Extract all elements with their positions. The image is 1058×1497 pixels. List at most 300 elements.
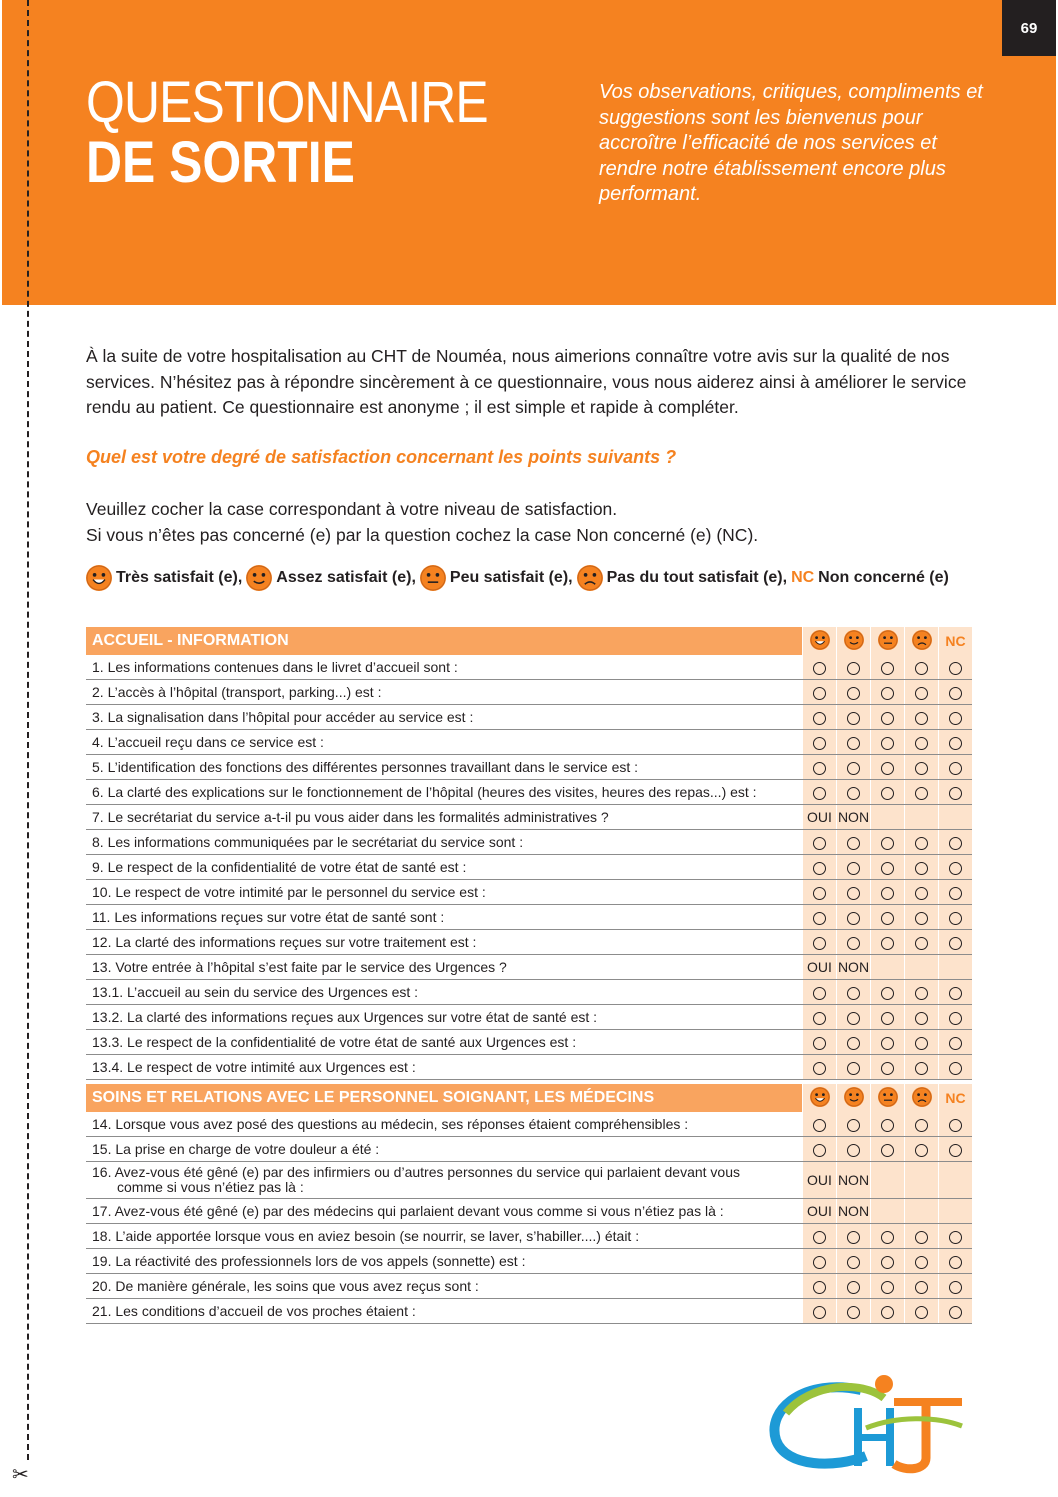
question-label: 10. Le respect de votre intimité par le personnel du service est :: [92, 884, 486, 900]
section-title: SOINS ET RELATIONS AVEC LE PERSONNEL SOIGNANT, LES MÉDECINS: [86, 1084, 803, 1112]
body-intro: À la suite de votre hospitalisation au CHT de Nouméa, nous aimerions connaître votre avis sur la qualité de nos services. N’hésitez pas à répondre sincèrement à ce questionnaire, vous nous aiderez ainsi à améliorer le service rendu au patient. Ce questionnaire est anonyme ; il est simple et rapide à compléter.: [86, 346, 967, 417]
question-row: [86, 1224, 972, 1249]
fairly-answer-cell: [837, 1030, 871, 1055]
question-label: 3. La signalisation dans l’hôpital pour accéder au service est :: [92, 709, 474, 725]
fairly-answer-cell: [837, 1224, 871, 1249]
little-radio[interactable]: [881, 862, 894, 875]
very-radio[interactable]: [813, 662, 826, 675]
very-radio[interactable]: [813, 887, 826, 900]
not-answer-cell: [905, 1030, 939, 1055]
nc-radio[interactable]: [949, 1062, 962, 1075]
not-radio[interactable]: [915, 937, 928, 950]
fairly-answer-cell: [837, 1005, 871, 1030]
legend-fairly-satisfied: Assez satisfait (e),: [276, 569, 416, 586]
nc-radio[interactable]: [949, 1306, 962, 1319]
very-answer-cell: [803, 1299, 837, 1324]
fairly-radio[interactable]: [847, 1231, 860, 1244]
very-radio[interactable]: [813, 787, 826, 800]
question-text: [86, 1055, 803, 1080]
fairly-radio[interactable]: [847, 1037, 860, 1050]
little-radio[interactable]: [881, 1144, 894, 1157]
nc-answer-cell: [939, 855, 973, 880]
non-option[interactable]: NON: [837, 805, 871, 830]
not-radio[interactable]: [915, 762, 928, 775]
little-answer-cell: [871, 755, 905, 780]
question-label: 15. La prise en charge de votre douleur a été :: [92, 1141, 380, 1157]
nc-radio[interactable]: [949, 862, 962, 875]
very-satisfied-face-icon: [810, 630, 830, 650]
nc-radio[interactable]: [949, 887, 962, 900]
nc-radio[interactable]: [949, 987, 962, 1000]
empty-cell: [905, 955, 939, 980]
fairly-radio[interactable]: [847, 1062, 860, 1075]
nc-radio[interactable]: [949, 737, 962, 750]
not-radio[interactable]: [915, 1306, 928, 1319]
oui-option[interactable]: OUI: [803, 1199, 837, 1224]
little-satisfied-column-header: [871, 627, 905, 655]
little-answer-cell: [871, 855, 905, 880]
fairly-radio[interactable]: [847, 887, 860, 900]
little-radio[interactable]: [881, 987, 894, 1000]
question-label: 21. Les conditions d’accueil de vos proches étaient :: [92, 1303, 416, 1319]
fairly-radio[interactable]: [847, 987, 860, 1000]
not-radio[interactable]: [915, 737, 928, 750]
fairly-answer-cell: [837, 1274, 871, 1299]
very-answer-cell: [803, 1005, 837, 1030]
very-radio[interactable]: [813, 1281, 826, 1294]
nc-radio[interactable]: [949, 1119, 962, 1132]
nc-radio[interactable]: [949, 1012, 962, 1025]
nc-answer-cell: [939, 705, 973, 730]
little-radio[interactable]: [881, 912, 894, 925]
not-answer-cell: [905, 830, 939, 855]
not-radio[interactable]: [915, 862, 928, 875]
not-answer-cell: [905, 1274, 939, 1299]
little-answer-cell: [871, 905, 905, 930]
question-label: 13.2. La clarté des informations reçues aux Urgences sur votre état de santé est :: [92, 1009, 598, 1025]
question-text: [86, 1299, 803, 1324]
very-radio[interactable]: [813, 687, 826, 700]
section-title: ACCUEIL - INFORMATION: [86, 627, 803, 655]
little-answer-cell: [871, 1137, 905, 1162]
section-soins-table: [86, 1084, 972, 1324]
fairly-answer-cell: [837, 880, 871, 905]
scissors-icon: ✂: [12, 1464, 29, 1486]
legend-very-satisfied: Très satisfait (e),: [116, 569, 243, 586]
oui-option[interactable]: OUI: [803, 805, 837, 830]
nc-radio[interactable]: [949, 762, 962, 775]
question-text: [86, 680, 803, 705]
fairly-radio[interactable]: [847, 837, 860, 850]
nc-answer-cell: [939, 1055, 973, 1080]
question-text: [86, 955, 803, 980]
not-radio[interactable]: [915, 1256, 928, 1269]
title-line-2: DE SORTIE: [86, 130, 355, 195]
legend-not-satisfied: Pas du tout satisfait (e),: [606, 569, 788, 586]
very-radio[interactable]: [813, 737, 826, 750]
fairly-answer-cell: [837, 1137, 871, 1162]
question-text: [86, 1005, 803, 1030]
question-label: 5. L’identification des fonctions des différentes personnes travaillant dans le service est :: [92, 759, 639, 775]
very-radio[interactable]: [813, 1119, 826, 1132]
question-row: [86, 755, 972, 780]
very-answer-cell: [803, 755, 837, 780]
nc-answer-cell: [939, 680, 973, 705]
question-text: [86, 980, 803, 1005]
question-row: [86, 1299, 972, 1324]
not-satisfied-face-icon: [577, 565, 603, 591]
legend-little-satisfied: Peu satisfait (e),: [449, 569, 573, 586]
little-answer-cell: [871, 705, 905, 730]
very-satisfied-column-header: [803, 627, 837, 655]
question-label: 13.1. L’accueil au sein du service des Urgences est :: [92, 984, 419, 1000]
little-answer-cell: [871, 1224, 905, 1249]
fairly-answer-cell: [837, 1055, 871, 1080]
legend-nc-code: NC: [791, 569, 815, 586]
very-radio[interactable]: [813, 1012, 826, 1025]
question-label: 12. La clarté des informations reçues sur votre traitement est :: [92, 934, 477, 950]
question-text: [86, 1137, 803, 1162]
very-radio[interactable]: [813, 1144, 826, 1157]
empty-cell: [905, 1199, 939, 1224]
little-radio[interactable]: [881, 1012, 894, 1025]
fairly-radio[interactable]: [847, 1144, 860, 1157]
fairly-radio[interactable]: [847, 787, 860, 800]
little-radio[interactable]: [881, 1256, 894, 1269]
nc-column-header: NC: [939, 1084, 973, 1112]
very-satisfied-column-header: [803, 1084, 837, 1112]
fairly-radio[interactable]: [847, 1256, 860, 1269]
little-answer-cell: [871, 1112, 905, 1137]
fairly-radio[interactable]: [847, 862, 860, 875]
cut-line: [27, 0, 29, 1460]
fairly-answer-cell: [837, 980, 871, 1005]
nc-radio[interactable]: [949, 1037, 962, 1050]
question-label: 13.4. Le respect de votre intimité aux Urgences est :: [92, 1059, 416, 1075]
question-text: [86, 1112, 803, 1137]
not-answer-cell: [905, 1137, 939, 1162]
question-text: [86, 855, 803, 880]
not-answer-cell: [905, 880, 939, 905]
very-radio[interactable]: [813, 1256, 826, 1269]
question-row: [86, 880, 972, 905]
little-radio[interactable]: [881, 887, 894, 900]
not-radio[interactable]: [915, 837, 928, 850]
fairly-answer-cell: [837, 905, 871, 930]
not-answer-cell: [905, 1005, 939, 1030]
question-text: [86, 930, 803, 955]
not-radio[interactable]: [915, 912, 928, 925]
question-label: 8. Les informations communiquées par le secrétariat du service sont :: [92, 834, 524, 850]
little-answer-cell: [871, 1274, 905, 1299]
question-label: 14. Lorsque vous avez posé des questions au médecin, ses réponses étaient compréhensibles :: [92, 1116, 689, 1132]
fairly-answer-cell: [837, 930, 871, 955]
little-answer-cell: [871, 980, 905, 1005]
little-answer-cell: [871, 655, 905, 680]
empty-cell: [871, 805, 905, 830]
empty-cell: [871, 955, 905, 980]
legend-not-concerned: Non concerné (e): [818, 569, 949, 586]
not-answer-cell: [905, 755, 939, 780]
nc-answer-cell: [939, 830, 973, 855]
not-satisfied-face-icon: [912, 1087, 932, 1107]
nc-radio[interactable]: [949, 937, 962, 950]
instructions: [86, 497, 758, 548]
very-radio[interactable]: [813, 912, 826, 925]
little-radio[interactable]: [881, 1306, 894, 1319]
section-header-row: [86, 1084, 972, 1112]
question-label: 4. L’accueil reçu dans ce service est :: [92, 734, 324, 750]
fairly-answer-cell: [837, 780, 871, 805]
fairly-radio[interactable]: [847, 937, 860, 950]
very-answer-cell: [803, 730, 837, 755]
question-text: [86, 805, 803, 830]
very-radio[interactable]: [813, 937, 826, 950]
nc-answer-cell: [939, 1005, 973, 1030]
very-radio[interactable]: [813, 987, 826, 1000]
question-row: [86, 780, 972, 805]
not-radio[interactable]: [915, 1231, 928, 1244]
empty-cell: [939, 955, 973, 980]
question-row: [86, 1274, 972, 1299]
little-answer-cell: [871, 930, 905, 955]
nc-radio[interactable]: [949, 1144, 962, 1157]
not-answer-cell: [905, 680, 939, 705]
non-option[interactable]: NON: [837, 1162, 871, 1199]
very-answer-cell: [803, 980, 837, 1005]
question-label-continued: comme si vous n’étiez pas là :: [117, 1179, 304, 1195]
question-text: [86, 830, 803, 855]
nc-radio[interactable]: [949, 687, 962, 700]
little-answer-cell: [871, 1055, 905, 1080]
very-satisfied-face-icon: [86, 565, 112, 591]
not-radio[interactable]: [915, 1012, 928, 1025]
question-text: [86, 755, 803, 780]
empty-cell: [871, 1162, 905, 1199]
oui-option[interactable]: OUI: [803, 955, 837, 980]
nc-answer-cell: [939, 1030, 973, 1055]
not-radio[interactable]: [915, 687, 928, 700]
not-answer-cell: [905, 930, 939, 955]
not-radio[interactable]: [915, 987, 928, 1000]
header-intro: Vos observations, critiques, compliments et suggestions sont les bienvenus pour accroître l’efficacité de nos services et rendre notre établissement encore plus performant.: [599, 81, 983, 205]
fairly-answer-cell: [837, 705, 871, 730]
not-radio[interactable]: [915, 1119, 928, 1132]
little-radio[interactable]: [881, 662, 894, 675]
legend: [86, 565, 949, 591]
fairly-satisfied-face-icon: [246, 565, 272, 591]
not-radio[interactable]: [915, 712, 928, 725]
nc-radio[interactable]: [949, 1231, 962, 1244]
fairly-radio[interactable]: [847, 1306, 860, 1319]
question-row: [86, 655, 972, 680]
not-radio[interactable]: [915, 787, 928, 800]
not-satisfied-column-header: [905, 627, 939, 655]
little-satisfied-face-icon: [420, 565, 446, 591]
question-text: [86, 1249, 803, 1274]
nc-answer-cell: [939, 1112, 973, 1137]
page-title: [86, 70, 553, 195]
nc-answer-cell: [939, 730, 973, 755]
little-answer-cell: [871, 730, 905, 755]
very-radio[interactable]: [813, 862, 826, 875]
nc-answer-cell: [939, 1249, 973, 1274]
fairly-radio[interactable]: [847, 912, 860, 925]
not-radio[interactable]: [915, 662, 928, 675]
cht-logo: [766, 1368, 966, 1483]
fairly-answer-cell: [837, 855, 871, 880]
fairly-radio[interactable]: [847, 712, 860, 725]
little-answer-cell: [871, 880, 905, 905]
nc-radio[interactable]: [949, 912, 962, 925]
oui-option[interactable]: OUI: [803, 1162, 837, 1199]
very-answer-cell: [803, 905, 837, 930]
question-text: [86, 780, 803, 805]
fairly-answer-cell: [837, 680, 871, 705]
question-text: [86, 1030, 803, 1055]
nc-radio[interactable]: [949, 1281, 962, 1294]
little-answer-cell: [871, 1249, 905, 1274]
non-option[interactable]: NON: [837, 1199, 871, 1224]
not-radio[interactable]: [915, 1037, 928, 1050]
question-label: 20. De manière générale, les soins que vous avez reçus sont :: [92, 1278, 479, 1294]
little-radio[interactable]: [881, 762, 894, 775]
not-radio[interactable]: [915, 1144, 928, 1157]
very-answer-cell: [803, 930, 837, 955]
nc-radio[interactable]: [949, 712, 962, 725]
very-radio[interactable]: [813, 1231, 826, 1244]
fairly-radio[interactable]: [847, 737, 860, 750]
very-answer-cell: [803, 1224, 837, 1249]
nc-radio[interactable]: [949, 837, 962, 850]
not-answer-cell: [905, 705, 939, 730]
nc-answer-cell: [939, 930, 973, 955]
not-answer-cell: [905, 1249, 939, 1274]
nc-answer-cell: [939, 1224, 973, 1249]
nc-answer-cell: [939, 880, 973, 905]
question-text: [86, 880, 803, 905]
question-row: [86, 980, 972, 1005]
question-text: [86, 1199, 803, 1224]
little-radio[interactable]: [881, 1062, 894, 1075]
section-header-row: [86, 627, 972, 655]
question-row: [86, 1199, 972, 1224]
little-radio[interactable]: [881, 1281, 894, 1294]
not-radio[interactable]: [915, 887, 928, 900]
not-radio[interactable]: [915, 1281, 928, 1294]
question-label: 17. Avez-vous été gêné (e) par des médecins qui parlaient devant vous comme si vous n’étiez pas là :: [92, 1203, 724, 1219]
little-radio[interactable]: [881, 787, 894, 800]
very-answer-cell: [803, 855, 837, 880]
fairly-radio[interactable]: [847, 1281, 860, 1294]
fairly-satisfied-column-header: [837, 627, 871, 655]
little-satisfied-column-header: [871, 1084, 905, 1112]
very-answer-cell: [803, 1137, 837, 1162]
not-radio[interactable]: [915, 1062, 928, 1075]
instructions-line-2: Si vous n’êtes pas concerné (e) par la question cochez la case Non concerné (e) (NC).: [86, 524, 759, 545]
section-accueil-table: [86, 627, 972, 1080]
question-row: [86, 1137, 972, 1162]
little-radio[interactable]: [881, 1231, 894, 1244]
little-radio[interactable]: [881, 1037, 894, 1050]
fairly-radio[interactable]: [847, 762, 860, 775]
question-label: 16. Avez-vous été gêné (e) par des infirmiers ou d’autres personnes du service qui parlaient devant vous: [92, 1164, 740, 1180]
non-option[interactable]: NON: [837, 955, 871, 980]
question-text: [86, 730, 803, 755]
question-text: [86, 1274, 803, 1299]
very-radio[interactable]: [813, 1037, 826, 1050]
very-radio[interactable]: [813, 1306, 826, 1319]
little-satisfied-face-icon: [878, 1087, 898, 1107]
fairly-radio[interactable]: [847, 687, 860, 700]
question-row: [86, 930, 972, 955]
fairly-answer-cell: [837, 1112, 871, 1137]
nc-column-header: NC: [939, 627, 973, 655]
question-row: [86, 1249, 972, 1274]
not-answer-cell: [905, 1112, 939, 1137]
little-radio[interactable]: [881, 737, 894, 750]
question-row: [86, 1055, 972, 1080]
very-radio[interactable]: [813, 712, 826, 725]
very-answer-cell: [803, 1112, 837, 1137]
very-radio[interactable]: [813, 1062, 826, 1075]
very-answer-cell: [803, 655, 837, 680]
little-radio[interactable]: [881, 687, 894, 700]
little-answer-cell: [871, 1299, 905, 1324]
very-answer-cell: [803, 1274, 837, 1299]
question-label: 11. Les informations reçues sur votre état de santé sont :: [92, 909, 445, 925]
question-text: [86, 1224, 803, 1249]
question-row: [86, 830, 972, 855]
little-radio[interactable]: [881, 1119, 894, 1132]
empty-cell: [939, 805, 973, 830]
not-answer-cell: [905, 1224, 939, 1249]
nc-radio[interactable]: [949, 787, 962, 800]
very-radio[interactable]: [813, 837, 826, 850]
nc-radio[interactable]: [949, 1256, 962, 1269]
nc-radio[interactable]: [949, 662, 962, 675]
instructions-line-1: Veuillez cocher la case correspondant à votre niveau de satisfaction.: [86, 499, 618, 519]
title-line-1: QUESTIONNAIRE: [86, 70, 488, 135]
very-radio[interactable]: [813, 762, 826, 775]
fairly-answer-cell: [837, 655, 871, 680]
question-row: [86, 905, 972, 930]
fairly-answer-cell: [837, 730, 871, 755]
nc-answer-cell: [939, 980, 973, 1005]
not-answer-cell: [905, 855, 939, 880]
very-answer-cell: [803, 680, 837, 705]
little-answer-cell: [871, 1005, 905, 1030]
nc-answer-cell: [939, 905, 973, 930]
question-label: 2. L’accès à l’hôpital (transport, parking...) est :: [92, 684, 382, 700]
little-radio[interactable]: [881, 837, 894, 850]
fairly-radio[interactable]: [847, 662, 860, 675]
very-answer-cell: [803, 880, 837, 905]
question-text: [86, 905, 803, 930]
fairly-satisfied-column-header: [837, 1084, 871, 1112]
little-radio[interactable]: [881, 712, 894, 725]
question-label: 9. Le respect de la confidentialité de votre état de santé est :: [92, 859, 467, 875]
little-radio[interactable]: [881, 937, 894, 950]
not-answer-cell: [905, 905, 939, 930]
page-number: 69: [1002, 0, 1056, 56]
question-label: 1. Les informations contenues dans le livret d’accueil sont :: [92, 659, 458, 675]
fairly-radio[interactable]: [847, 1119, 860, 1132]
satisfaction-question: Quel est votre degré de satisfaction concernant les points suivants ?: [86, 447, 677, 467]
question-label: 13.3. Le respect de la confidentialité de votre état de santé aux Urgences est :: [92, 1034, 577, 1050]
question-row: [86, 1005, 972, 1030]
fairly-radio[interactable]: [847, 1012, 860, 1025]
